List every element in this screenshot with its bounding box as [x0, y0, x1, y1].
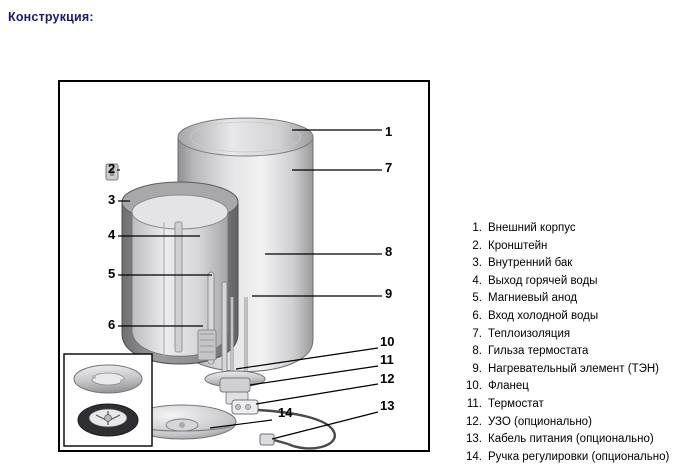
legend-number: 14.: [466, 450, 482, 463]
legend-number: 13.: [466, 433, 482, 446]
callout-3: 3: [108, 192, 116, 207]
legend-item: [466, 345, 698, 358]
legend-number: 5.: [472, 292, 482, 305]
legend-item: [466, 310, 698, 323]
callout-11: 11: [380, 352, 394, 367]
legend-item: [466, 275, 698, 288]
callout-9: 9: [385, 286, 393, 301]
legend-item: [466, 451, 698, 464]
legend-number: 6.: [472, 310, 482, 323]
legend-number: 1.: [472, 222, 482, 234]
legend-number: 11.: [466, 398, 482, 411]
cold-water-inlet: [198, 330, 216, 360]
legend-item: [466, 398, 698, 411]
legend-label: Теплоизоляция: [488, 327, 571, 340]
callout-10: 10: [380, 334, 395, 349]
legend-item: [466, 222, 698, 235]
legend-item: [466, 380, 698, 393]
legend-number: 12.: [466, 415, 482, 428]
legend-item: [466, 328, 698, 341]
legend-label: Кабель питания (опционально): [488, 433, 654, 446]
hot-water-outlet: [175, 222, 182, 352]
legend-label: Гильза термостата: [488, 345, 589, 358]
legend-label: УЗО (опционально): [488, 415, 592, 428]
callout-13: 13: [380, 398, 395, 413]
callout-4: 4: [108, 227, 116, 242]
legend-item: [466, 257, 698, 270]
legend-label: Термостат: [488, 398, 544, 411]
legend-label: Магниевый анод: [488, 292, 578, 305]
callout-7: 7: [385, 160, 393, 175]
legend-label: Ручка регулировки (опционально): [488, 450, 670, 463]
legend-number: 7.: [472, 327, 482, 340]
water-heater-illustration: [60, 82, 428, 450]
legend-label: Фланец: [488, 380, 529, 393]
legend-item: [466, 433, 698, 446]
page-title: Конструкция:: [8, 10, 94, 24]
legend-number: 10.: [466, 380, 482, 393]
legend-item: [466, 363, 698, 376]
legend-number: 4.: [472, 274, 482, 287]
legend-number: 2.: [472, 239, 482, 252]
callout-12: 12: [380, 371, 395, 386]
legend-list: [466, 222, 698, 469]
legend-item: [466, 416, 698, 429]
legend-number: 8.: [472, 345, 482, 358]
legend-label: Внешний корпус: [488, 222, 576, 234]
inset-detail-box: [64, 354, 152, 446]
callout-14: 14: [278, 405, 293, 420]
callout-5: 5: [108, 266, 116, 281]
callout-6: 6: [108, 317, 116, 332]
legend-item: [466, 240, 698, 253]
legend-item: [466, 292, 698, 305]
legend-label: Вход холодной воды: [488, 310, 599, 323]
legend-number: 3.: [472, 257, 482, 270]
legend-label: Выход горячей воды: [488, 274, 598, 287]
legend-label: Кронштейн: [488, 239, 548, 252]
callout-1: 1: [385, 124, 393, 139]
legend-number: 9.: [472, 362, 482, 375]
callout-8: 8: [385, 244, 393, 259]
callout-2: 2: [108, 161, 116, 176]
legend-label: Нагревательный элемент (ТЭН): [488, 362, 659, 375]
legend-label: Внутренний бак: [488, 257, 573, 270]
